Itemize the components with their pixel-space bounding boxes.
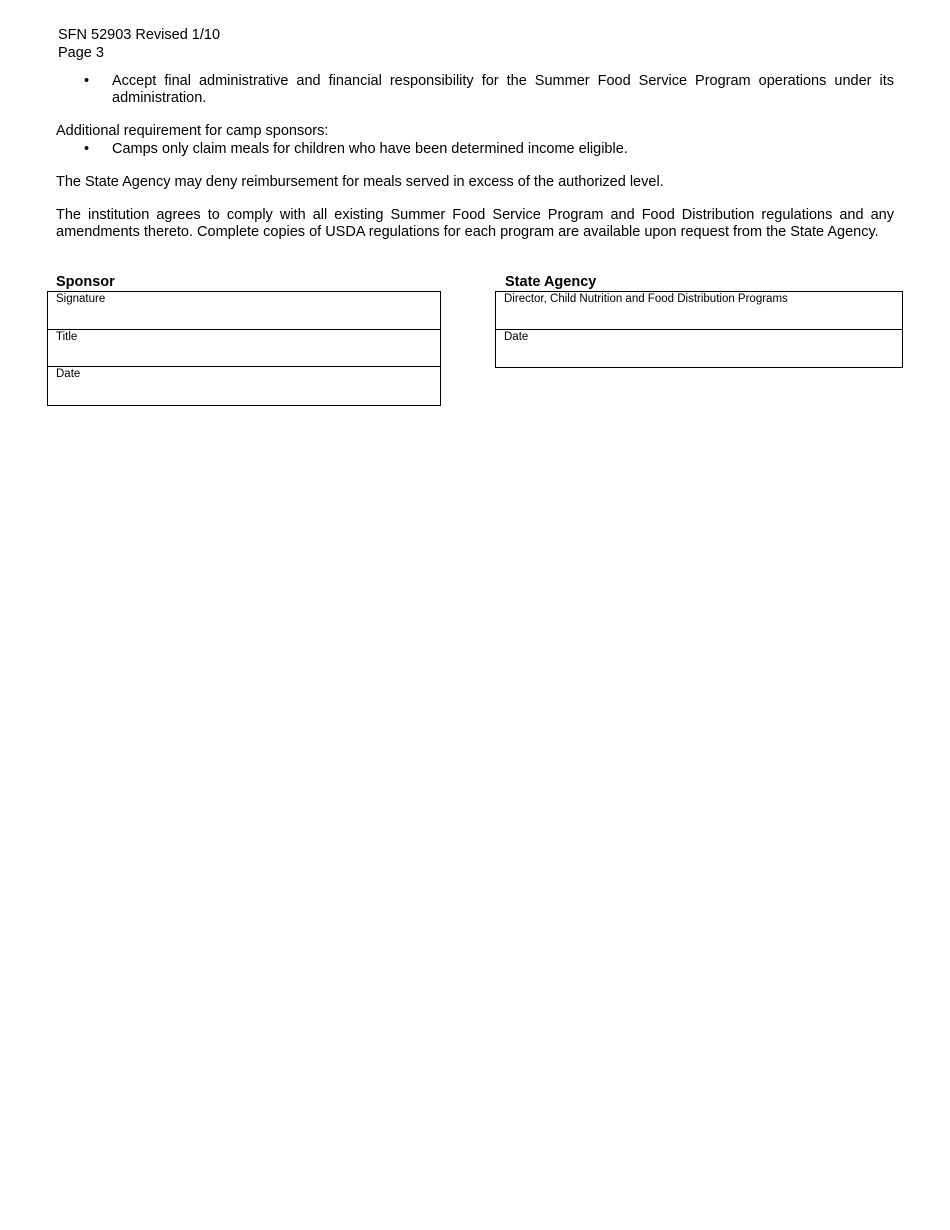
form-id: SFN 52903 Revised 1/10 (58, 27, 221, 43)
sponsor-title: Sponsor (56, 274, 115, 290)
field-label: Date (504, 330, 529, 343)
camp-heading: Additional requirement for camp sponsors: (56, 123, 329, 139)
sponsor-signature-box (47, 291, 441, 406)
deny-paragraph: The State Agency may deny reimbursement for meals served in excess of the authorized level. (56, 174, 664, 190)
bullet-text: Camps only claim meals for children who have been determined income eligible. (112, 141, 628, 157)
bullet-icon: • (84, 141, 90, 157)
sponsor-date-field[interactable] (48, 367, 440, 405)
state-agency-title: State Agency (505, 274, 597, 290)
director-signature-field[interactable] (496, 292, 902, 330)
sponsor-signature-field[interactable] (48, 292, 440, 330)
field-label: Title (56, 330, 78, 343)
field-label: Signature (56, 293, 106, 305)
agreement-paragraph: The institution agrees to comply with all existing Summer Food Service Program and Food Distribution regulations and any amendments thereto. Complete copies of USDA regulations for each program are available upon request from the State Agency. (56, 207, 894, 240)
state-agency-date-field[interactable] (496, 330, 902, 368)
page-number: Page 3 (58, 45, 104, 61)
bullet-text: Accept final administrative and financial responsibility for the Summer Food Service Program operations under its administration. (112, 73, 894, 106)
list-item (84, 141, 894, 158)
sponsor-title-field[interactable] (48, 330, 440, 368)
field-label: Date (56, 368, 81, 380)
field-label: Director, Child Nutrition and Food Distribution Programs (504, 293, 788, 305)
bullet-icon: • (84, 73, 90, 89)
state-agency-signature-box (495, 291, 903, 368)
list-item (84, 73, 894, 107)
